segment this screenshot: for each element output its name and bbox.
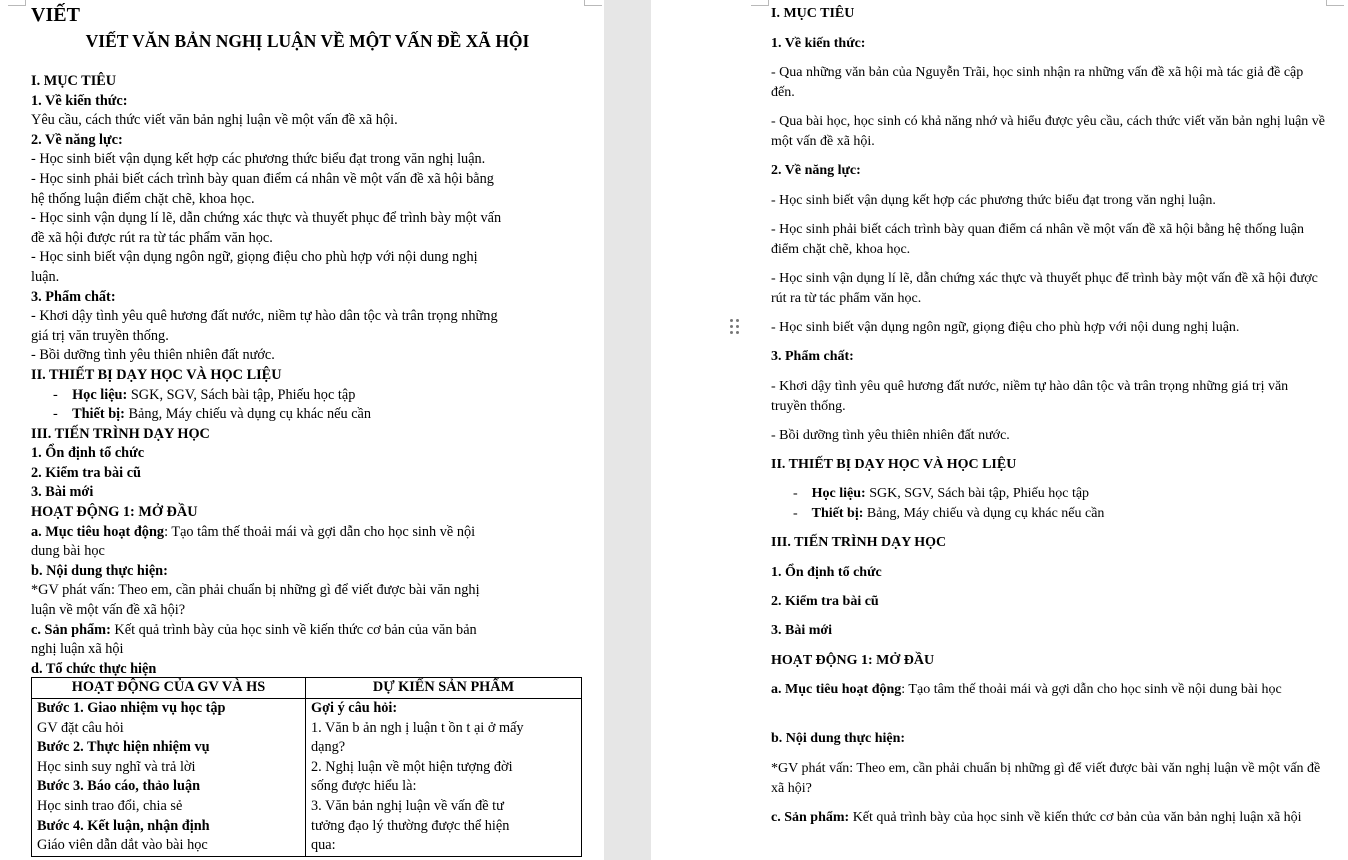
table-cell-line: sống được hiểu là: [311,778,417,795]
table-cell-line: qua: [311,837,336,854]
material-item: - Thiết bị: Bảng, Máy chiếu và dụng cụ khác nếu cần [793,506,1105,521]
org-heading: d. Tổ chức thực hiện [31,660,157,677]
paragraph: - Qua những văn bản của Nguyễn Trãi, học sinh nhận ra những vấn đề xã hội mà tác giả đề cập đến. [771,65,1304,100]
body-line: đề xã hội được rút ra từ tác phẩm văn học. [31,229,273,246]
heading-kiem-tra: 2. Kiểm tra bài cũ [771,594,879,609]
paragraph: - Học sinh phải biết cách trình bày quan điểm cá nhân về một vấn đề xã hội bằng hệ thống luận điểm chặt chẽ, khoa học. [771,222,1305,257]
body-line: - Khơi dậy tình yêu quê hương đất nước, niềm tự hào dân tộc và trân trọng những [31,308,498,325]
margin-corner-mark [8,0,26,6]
body-line: - Học sinh phải biết cách trình bày quan điểm cá nhân về một vấn đề xã hội bằng [31,170,494,187]
heading-tien-trinh: III. TIẾN TRÌNH DẠY HỌC [31,425,210,442]
body-line: Yêu cầu, cách thức viết văn bản nghị luận về một vấn đề xã hội. [31,112,398,129]
table-cell-line: GV đặt câu hỏi [37,719,124,736]
heading-pham-chat: 3. Phẩm chất: [771,349,854,364]
body-line: nghị luận xã hội [31,641,124,658]
table-cell-line: Bước 4. Kết luận, nhận định [37,817,210,834]
heading-bai-moi: 3. Bài mới [771,623,833,638]
heading-on-dinh: 1. Ổn định tổ chức [771,565,882,580]
content-heading: b. Nội dung thực hiện: [771,731,906,746]
heading-bai-moi: 3. Bài mới [31,484,94,501]
body-line: - Học sinh biết vận dụng ngôn ngữ, giọng điệu cho phù hợp với nội dung nghị [31,249,478,266]
paragraph: - Bồi dưỡng tình yêu thiên nhiên đất nước. [771,428,1010,443]
body-line: - Học sinh vận dụng lí lẽ, dẫn chứng xác thực và thuyết phục để trình bày một vấn [31,210,502,227]
document-subtitle: VIẾT VĂN BẢN NGHỊ LUẬN VỀ MỘT VẤN ĐỀ XÃ HỘI [85,31,530,51]
content-heading: b. Nội dung thực hiện: [31,562,168,579]
document-page-right[interactable] [651,0,1348,860]
heading-thiet-bi: II. THIẾT BỊ DẠY HỌC VÀ HỌC LIỆU [771,457,1017,472]
paragraph: - Khơi dậy tình yêu quê hương đất nước, niềm tự hào dân tộc và trân trọng những giá trị văn truyền thống. [771,379,1289,414]
table-cell-line: Bước 3. Báo cáo, thảo luận [37,778,201,795]
table-cell-line: Bước 1. Giao nhiệm vụ học tập [37,700,226,716]
heading-hoat-dong: HOẠT ĐỘNG 1: MỞ ĐẦU [31,504,198,521]
table-row [32,699,582,857]
body-line: - Học sinh biết vận dụng kết hợp các phương thức biểu đạt trong văn nghị luận. [31,151,486,168]
document-page-left[interactable] [0,0,604,860]
material-item: - Học liệu: SGK, SGV, Sách bài tập, Phiếu học tập [793,486,1090,501]
table-cell-line: tưởng đạo lý thường được thể hiện [311,817,510,834]
margin-corner-mark [584,0,602,6]
goal-line: a. Mục tiêu hoạt động: Tạo tâm thế thoải mái và gợi dẫn cho học sinh về nội [31,523,476,540]
table-header: DỰ KIẾN SẢN PHẨM [306,678,582,699]
heading-on-dinh: 1. Ổn định tổ chức [31,445,145,462]
drag-handle-icon[interactable] [730,319,740,339]
body-line: luận. [31,268,60,285]
margin-corner-mark [1326,0,1344,6]
heading-tien-trinh: III. TIẾN TRÌNH DẠY HỌC [771,535,947,550]
heading-muc-tieu: I. MỤC TIÊU [31,73,117,89]
table-cell-line: Giáo viên dẫn dắt vào bài học [37,837,208,854]
table-cell-line: Học sinh suy nghĩ và trả lời [37,758,196,775]
heading-nang-luc: 2. Về năng lực: [31,131,123,148]
table-cell-gv-hs[interactable] [32,699,306,857]
product-paragraph: c. Sản phẩm: Kết quả trình bày của học sinh về kiến thức cơ bản của văn bản nghị luận xã hội [771,810,1302,825]
table-cell-line: 3. Văn bản nghị luận về vấn đề tư [311,797,504,814]
material-item: - Thiết bị: Bảng, Máy chiếu và dụng cụ khác nếu cần [53,406,372,423]
body-line: hệ thống luận điểm chặt chẽ, khoa học. [31,190,255,207]
heading-kiem-tra: 2. Kiểm tra bài cũ [31,464,141,481]
material-item: - Học liệu: SGK, SGV, Sách bài tập, Phiếu học tập [53,386,356,403]
table-cell-line: 2. Nghị luận về một hiện tượng đời [311,758,513,775]
paragraph: - Qua bài học, học sinh có khả năng nhớ và hiểu được yêu cầu, cách thức viết văn bản nghị luận về một vấn đề xã hội. [771,114,1326,149]
heading-nang-luc: 2. Về năng lực: [771,163,861,178]
margin-corner-mark [751,0,769,6]
table-header: HOẠT ĐỘNG CỦA GV VÀ HS [32,678,306,699]
product-line: c. Sản phẩm: Kết quả trình bày của học sinh về kiến thức cơ bản của văn bản [31,621,477,638]
paragraph: - Học sinh vận dụng lí lẽ, dẫn chứng xác thực và thuyết phục để trình bày một vấn đề xã hội được rút ra từ tác phẩm văn học. [771,271,1318,306]
document-title: VIẾT [31,4,80,26]
body-line: luận về một vấn đề xã hội? [31,602,186,619]
table-cell-line: Học sinh trao đổi, chia sẻ [37,797,183,814]
heading-thiet-bi: II. THIẾT BỊ DẠY HỌC VÀ HỌC LIỆU [31,366,282,383]
heading-pham-chat: 3. Phẩm chất: [31,288,116,305]
table-cell-line: Gợi ý câu hỏi: [311,700,398,716]
body-line: dung bài học [31,543,105,560]
paragraph: - Học sinh biết vận dụng kết hợp các phương thức biểu đạt trong văn nghị luận. [771,193,1216,208]
body-line: *GV phát vấn: Theo em, cần phải chuẩn bị những gì để viết được bài văn nghị [31,582,480,599]
heading-kien-thuc: 1. Về kiến thức: [31,92,128,109]
heading-hoat-dong: HOẠT ĐỘNG 1: MỞ ĐẦU [771,653,935,668]
table-cell-san-pham[interactable] [306,699,582,857]
body-line: giá trị văn truyền thống. [31,327,169,344]
left-body-top [31,72,584,679]
heading-muc-tieu: I. MỤC TIÊU [771,6,855,21]
table-cell-line: dạng? [311,739,346,756]
heading-kien-thuc: 1. Về kiến thức: [771,36,866,51]
table-cell-line: 1. Văn b ản ngh ị luận t ồn t ại ở mấy [311,719,524,736]
paragraph: *GV phát vấn: Theo em, cần phải chuẩn bị những gì để viết được bài văn nghị luận về một vấn đề xã hội? [771,761,1321,796]
goal-paragraph: a. Mục tiêu hoạt động: Tạo tâm thế thoải mái và gợi dẫn cho học sinh về nội dung bài học [771,682,1282,697]
table-cell-line: Bước 2. Thực hiện nhiệm vụ [37,739,210,756]
body-line: - Bồi dưỡng tình yêu thiên nhiên đất nước. [31,347,275,364]
activity-table[interactable] [31,677,582,857]
paragraph: - Học sinh biết vận dụng ngôn ngữ, giọng điệu cho phù hợp với nội dung nghị luận. [771,320,1240,335]
